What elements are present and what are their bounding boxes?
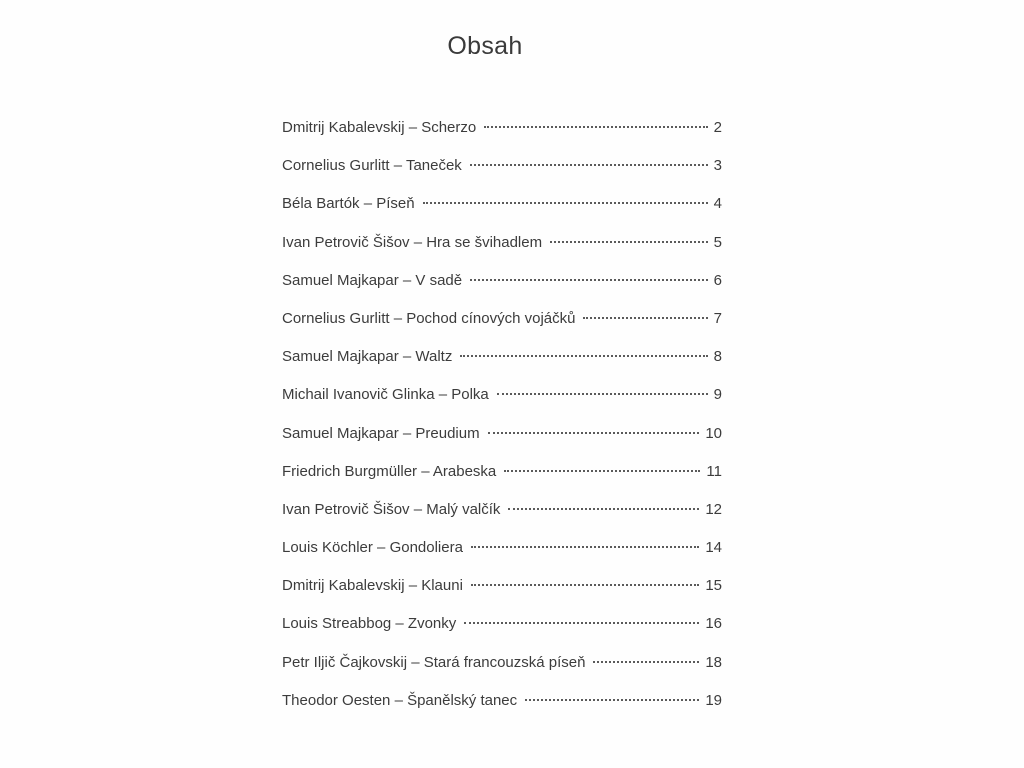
toc-dot-leader	[497, 393, 708, 395]
toc-entry-title: Petr Iljič Čajkovskij – Stará francouzská píseň	[282, 653, 586, 671]
toc-dot-leader	[460, 355, 707, 357]
toc-entry-title: Dmitrij Kabalevskij – Scherzo	[282, 119, 477, 136]
toc-entry-page-number: 7	[713, 309, 722, 327]
toc-entry	[282, 689, 722, 727]
toc-entry-page-number: 18	[705, 653, 722, 671]
toc-dot-leader	[471, 584, 699, 586]
toc-entry	[282, 383, 722, 421]
toc-entry-title: Cornelius Gurlitt – Taneček	[282, 157, 462, 175]
toc-dot-leader	[488, 432, 700, 434]
toc-entry	[282, 612, 722, 650]
toc-dot-leader	[525, 699, 699, 701]
toc-entry-page-number: 6	[713, 271, 722, 289]
toc-entry	[282, 422, 722, 460]
toc-dot-leader	[583, 317, 707, 319]
toc-entry-page-number: 15	[705, 577, 722, 595]
toc-entry-page-number: 11	[706, 462, 722, 480]
toc-entry-title: Louis Köchler – Gondoliera	[282, 539, 463, 557]
toc-entry	[282, 574, 722, 612]
toc-entry-title: Ivan Petrovič Šišov – Malý valčík	[282, 500, 501, 518]
page-title: Obsah	[447, 32, 523, 60]
table-of-contents	[282, 116, 722, 727]
toc-entry-title: Ivan Petrovič Šišov – Hra se švihadlem	[282, 233, 543, 251]
toc-dot-leader	[550, 241, 708, 243]
toc-entry	[282, 154, 722, 192]
toc-entry-title: Theodor Oesten – Španělský tanec	[282, 691, 518, 709]
toc-entry-page-number: 5	[713, 233, 722, 251]
toc-dot-leader	[464, 622, 699, 624]
toc-entry	[282, 269, 722, 307]
toc-entry-title: Samuel Majkapar – Waltz	[282, 348, 453, 366]
toc-dot-leader	[470, 279, 708, 281]
toc-entry-page-number: 3	[713, 157, 722, 175]
toc-dot-leader	[471, 546, 699, 548]
toc-entry-title: Michail Ivanovič Glinka – Polka	[282, 386, 489, 404]
toc-entry-title: Cornelius Gurlitt – Pochod cínových vojáčků	[282, 309, 576, 327]
toc-entry-title: Friedrich Burgmüller – Arabeska	[282, 462, 497, 480]
toc-entry	[282, 498, 722, 536]
toc-dot-leader	[508, 508, 699, 510]
toc-entry-title: Louis Streabbog – Zvonky	[282, 615, 457, 633]
toc-entry	[282, 345, 722, 383]
toc-entry-page-number: 12	[705, 500, 722, 518]
toc-entry	[282, 651, 722, 689]
toc-entry	[282, 116, 722, 154]
toc-entry-page-number: 4	[713, 195, 722, 213]
toc-entry-page-number: 16	[705, 615, 722, 633]
toc-entry	[282, 307, 722, 345]
toc-dot-leader	[593, 661, 699, 663]
toc-dot-leader	[484, 126, 707, 128]
toc-entry-page-number: 2	[713, 119, 722, 136]
toc-entry	[282, 536, 722, 574]
toc-entry-title: Samuel Majkapar – V sadě	[282, 271, 463, 289]
toc-entry-page-number: 8	[713, 348, 722, 366]
toc-entry-title: Béla Bartók – Píseň	[282, 195, 415, 213]
toc-entry	[282, 192, 722, 230]
toc-entry-page-number: 14	[705, 539, 722, 557]
toc-entry-title: Dmitrij Kabalevskij – Klauni	[282, 577, 463, 595]
toc-entry-page-number: 10	[705, 424, 722, 442]
toc-dot-leader	[504, 470, 700, 472]
toc-entry	[282, 231, 722, 269]
toc-entry-title: Samuel Majkapar – Preudium	[282, 424, 480, 442]
toc-entry-page-number: 19	[705, 691, 722, 709]
toc-dot-leader	[423, 202, 708, 204]
toc-entry	[282, 460, 722, 498]
toc-entry-page-number: 9	[713, 386, 722, 404]
toc-dot-leader	[470, 164, 708, 166]
